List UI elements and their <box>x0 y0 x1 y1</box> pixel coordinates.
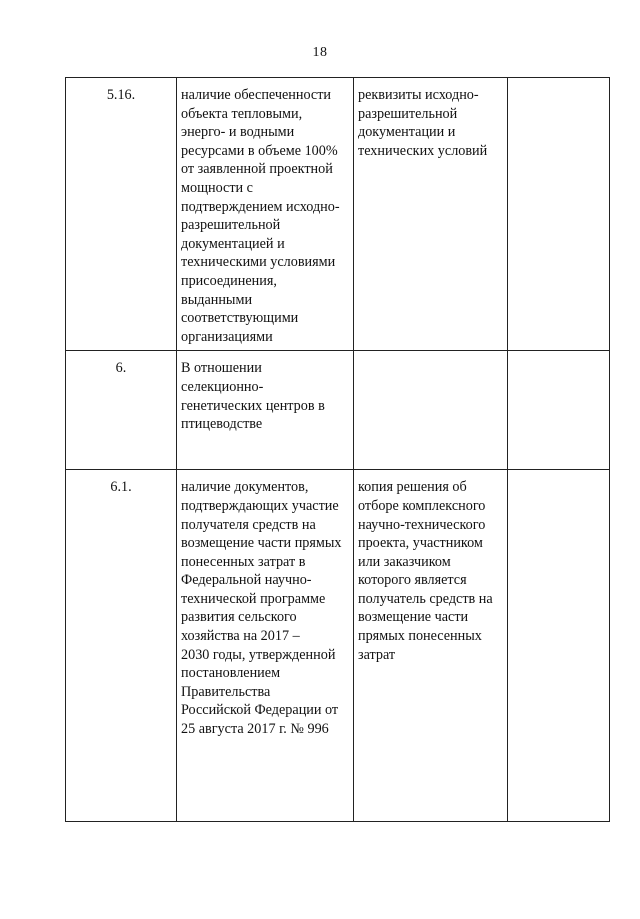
text-line: копия решения об <box>358 479 467 496</box>
text-line: наличие документов, <box>181 479 309 496</box>
text-line: понесенных затрат в <box>181 553 306 570</box>
row-number-cell: 5.16. <box>66 78 177 351</box>
table-row <box>66 78 610 351</box>
text-line: мощности с <box>181 179 253 196</box>
text-line: технической программе <box>181 590 326 607</box>
text-line: Федеральной научно- <box>181 572 312 589</box>
text-line: птицеводстве <box>181 416 263 433</box>
text-line: постановлением <box>181 665 281 682</box>
requirement-cell <box>177 78 354 351</box>
text-line: документации и <box>358 124 456 141</box>
note-cell <box>508 470 610 822</box>
text-line: техническими условиями <box>181 254 336 271</box>
text-line: соответствующими <box>181 310 299 327</box>
text-line: возмещение части <box>358 609 469 626</box>
document-cell <box>354 78 508 351</box>
text-line: разрешительной <box>181 217 281 234</box>
page-number: 18 <box>312 45 328 60</box>
text-line: ресурсами в объеме 100% <box>181 142 338 159</box>
text-line: возмещение части прямых <box>181 535 342 552</box>
requirement-cell <box>177 470 354 822</box>
text-line: подтверждающих участие <box>181 497 339 514</box>
text-line: которого является <box>358 572 467 589</box>
text-line: организациями <box>181 328 273 345</box>
text-line: селекционно- <box>181 378 264 395</box>
text-line: технических условий <box>358 142 488 159</box>
requirement-cell <box>177 351 354 470</box>
text-line: выданными <box>181 291 253 308</box>
text-line: реквизиты исходно- <box>358 87 479 103</box>
document-cell <box>354 351 508 470</box>
table-row <box>66 470 610 822</box>
text-line: объекта тепловыми, <box>181 105 303 122</box>
text-line: или заказчиком <box>358 553 451 570</box>
text-line: В отношении <box>181 360 262 377</box>
table-row <box>66 351 610 470</box>
note-cell <box>508 78 610 351</box>
requirements-table <box>65 77 610 822</box>
text-line: Российской Федерации от <box>181 702 339 719</box>
text-line: энерго- и водными <box>181 124 295 141</box>
text-line: наличие обеспеченности <box>181 87 332 103</box>
text-line: получателя средств на <box>181 516 316 533</box>
text-line: генетических центров в <box>181 397 325 414</box>
text-line: хозяйства на 2017 – <box>181 628 300 645</box>
text-line: документацией и <box>181 235 285 252</box>
text-line: 2030 годы, утвержденной <box>181 646 336 663</box>
text-line: разрешительной <box>358 105 458 122</box>
row-number-cell: 6.1. <box>66 470 177 822</box>
text-line: научно-технического <box>358 516 486 533</box>
row-number-cell: 6. <box>66 351 177 470</box>
text-line: подтверждением исходно- <box>181 198 340 215</box>
text-line: Правительства <box>181 683 271 700</box>
text-line: получатель средств на <box>358 590 493 607</box>
text-line: прямых понесенных <box>358 628 482 645</box>
text-line: 25 августа 2017 г. № 996 <box>181 721 329 738</box>
text-line: присоединения, <box>181 272 277 289</box>
text-line: от заявленной проектной <box>181 161 333 178</box>
document-cell <box>354 470 508 822</box>
note-cell <box>508 351 610 470</box>
text-line: отборе комплексного <box>358 497 486 514</box>
text-line: развития сельского <box>181 609 297 626</box>
text-line: проекта, участником <box>358 535 483 552</box>
text-line: затрат <box>358 646 396 663</box>
